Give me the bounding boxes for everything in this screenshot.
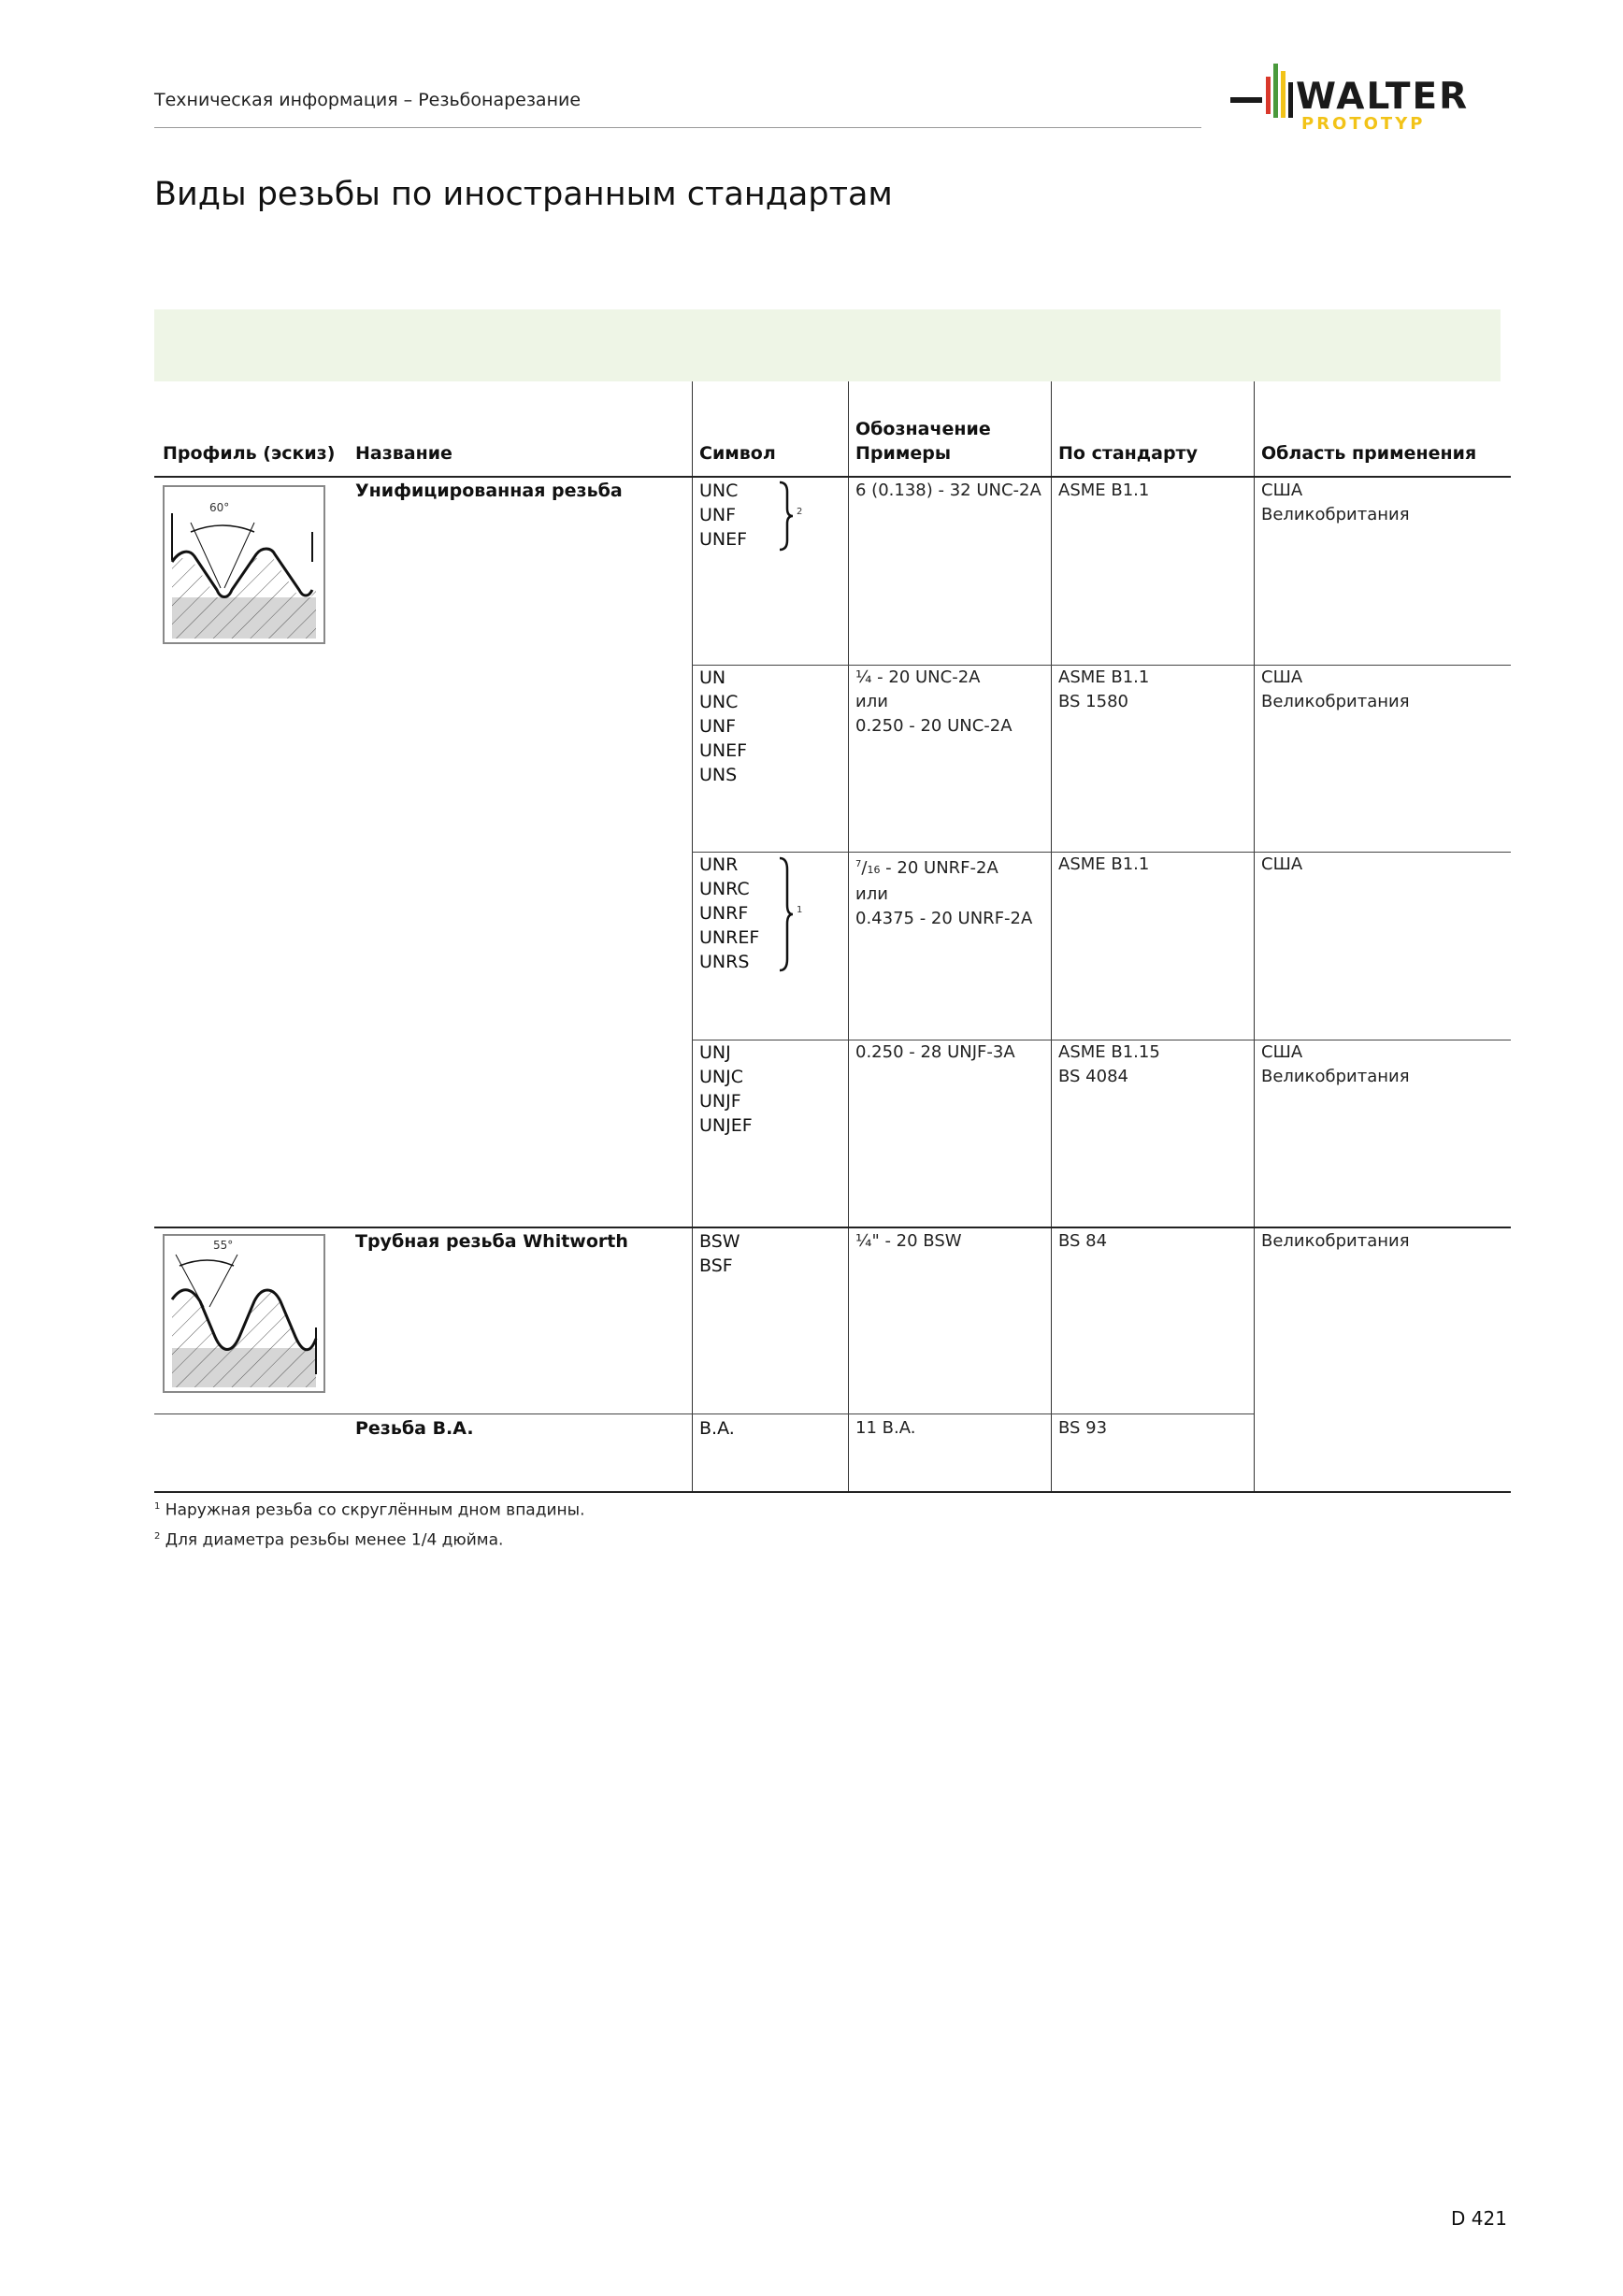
page-title: Виды резьбы по иностранным стандартам <box>154 176 893 213</box>
row1-examples <box>855 479 1041 503</box>
col-divider-examples <box>848 381 849 1492</box>
header-designation: Обозначение <box>855 419 991 439</box>
footnote-mark: 2 <box>154 1530 161 1542</box>
example: 0.250 - 28 UNJF-3A <box>855 1042 1015 1062</box>
row1-standards <box>1058 479 1149 503</box>
application: США <box>1261 854 1303 874</box>
row3-standards <box>1058 853 1149 877</box>
standard: ASME B1.1 <box>1058 667 1150 687</box>
symbol: B.A. <box>699 1418 735 1439</box>
standard: BS 1580 <box>1058 692 1128 711</box>
col-divider-application <box>1254 381 1255 1492</box>
symbol: BSF <box>699 1256 733 1276</box>
example: или <box>855 884 888 904</box>
col-divider-symbol <box>692 381 693 1492</box>
row3-bracket-note: 1 <box>797 905 803 915</box>
green-band <box>154 309 1501 381</box>
symbol: UNREF <box>699 927 760 948</box>
symbol: UNS <box>699 765 738 785</box>
symbol: UNC <box>699 692 739 712</box>
symbol: BSW <box>699 1231 740 1252</box>
row6-examples <box>855 1416 915 1441</box>
header-standard: По стандарту <box>1058 443 1198 464</box>
example: ¼" - 20 BSW <box>855 1231 962 1251</box>
footnotes <box>154 1494 584 1553</box>
row-rule-4 <box>154 1227 1511 1228</box>
symbol: UNJEF <box>699 1115 753 1136</box>
sketch-angle-60: 60° <box>209 501 230 514</box>
symbol: UNRF <box>699 903 749 924</box>
footnote-mark: 1 <box>154 1501 161 1512</box>
table-bottom-rule <box>154 1491 1511 1493</box>
example-fraction-line: $^7$/16 - 20 UNRF-2A <box>855 858 998 878</box>
row6-standards <box>1058 1416 1107 1441</box>
thread-profile-sketch-60 <box>163 485 325 644</box>
row1-bracket-note: 2 <box>797 507 803 517</box>
row3-symbols <box>699 853 759 974</box>
example: 11 B.A. <box>855 1418 916 1438</box>
sketch-angle-55: 55° <box>213 1239 234 1252</box>
col-divider-standard <box>1051 381 1052 1492</box>
header-examples: Примеры <box>855 443 952 464</box>
symbol: UNEF <box>699 740 748 761</box>
example: 0.4375 - 20 UNRF-2A <box>855 909 1033 928</box>
logo-text: WALTER <box>1296 76 1470 118</box>
application: Великобритания <box>1261 1231 1410 1251</box>
example: 6 (0.138) - 32 UNC-2A <box>855 481 1041 500</box>
footnote <box>154 1494 584 1524</box>
row2-symbols <box>699 666 747 787</box>
symbol: UNF <box>699 505 737 525</box>
row3-examples <box>855 853 1032 931</box>
example: ¼ - 20 UNC-2A <box>855 667 981 687</box>
header-divider <box>154 127 1201 128</box>
header-application: Область применения <box>1261 443 1477 464</box>
fraction-denominator: 16 <box>867 864 881 876</box>
row4-standards <box>1058 1040 1160 1089</box>
standard: BS 93 <box>1058 1418 1108 1438</box>
footnote-text: Для диаметра резьбы менее 1/4 дюйма. <box>165 1530 504 1550</box>
page-number: D 421 <box>1451 2207 1507 2230</box>
row2-examples <box>855 666 1013 739</box>
row6-symbols <box>699 1416 735 1441</box>
row5-examples <box>855 1229 962 1254</box>
brace-icon <box>778 856 795 972</box>
footnote <box>154 1524 584 1554</box>
row2-standards <box>1058 666 1149 714</box>
symbol: UNEF <box>699 529 748 550</box>
symbol: UNJ <box>699 1042 731 1063</box>
symbol: UN <box>699 667 726 688</box>
row4-applications <box>1261 1040 1410 1089</box>
header-profile: Профиль (эскиз) <box>163 443 336 464</box>
application: США <box>1261 481 1303 500</box>
header-rule <box>154 476 1511 478</box>
thread-profile-sketch-55 <box>163 1234 325 1393</box>
row1-applications <box>1261 479 1410 527</box>
row1-name: Унифицированная резьба <box>355 481 623 501</box>
symbol: UNR <box>699 854 739 875</box>
row6-name: Резьба B.A. <box>355 1418 474 1439</box>
row5-symbols <box>699 1229 740 1278</box>
symbol: UNJF <box>699 1091 741 1112</box>
breadcrumb: Техническая информация – Резьбонарезание <box>154 90 582 110</box>
symbol: UNRS <box>699 952 750 972</box>
fraction-numerator: 7 <box>855 859 862 869</box>
row5-standards <box>1058 1229 1107 1254</box>
logo-subtext: PROTOTYP <box>1301 114 1426 134</box>
application: Великобритания <box>1261 505 1410 524</box>
application: США <box>1261 667 1303 687</box>
row5-applications <box>1261 1229 1410 1254</box>
example: - 20 UNRF-2A <box>880 858 998 878</box>
row3-applications <box>1261 853 1302 877</box>
row4-examples <box>855 1040 1015 1065</box>
standard: BS 84 <box>1058 1231 1108 1251</box>
symbol: UNRC <box>699 879 750 899</box>
row1-symbols <box>699 479 747 552</box>
symbol: UNF <box>699 716 737 737</box>
row-rule-5 <box>154 1413 1254 1414</box>
walter-logo <box>1230 60 1511 135</box>
header-name: Название <box>355 443 452 464</box>
example: или <box>855 692 888 711</box>
standard: ASME B1.1 <box>1058 481 1150 500</box>
application: Великобритания <box>1261 1067 1410 1086</box>
footnote-text: Наружная резьба со скруглённым дном впадины. <box>165 1500 585 1520</box>
symbol: UNC <box>699 481 739 501</box>
application: США <box>1261 1042 1303 1062</box>
row4-symbols <box>699 1040 753 1138</box>
standard: ASME B1.15 <box>1058 1042 1160 1062</box>
header-symbol: Символ <box>699 443 776 464</box>
application: Великобритания <box>1261 692 1410 711</box>
example: 0.250 - 20 UNC-2A <box>855 716 1013 736</box>
symbol: UNJC <box>699 1067 743 1087</box>
row5-name: Трубная резьба Whitworth <box>355 1231 628 1252</box>
standard: BS 4084 <box>1058 1067 1128 1086</box>
standard: ASME B1.1 <box>1058 854 1150 874</box>
brace-icon <box>778 481 795 552</box>
row2-applications <box>1261 666 1410 714</box>
